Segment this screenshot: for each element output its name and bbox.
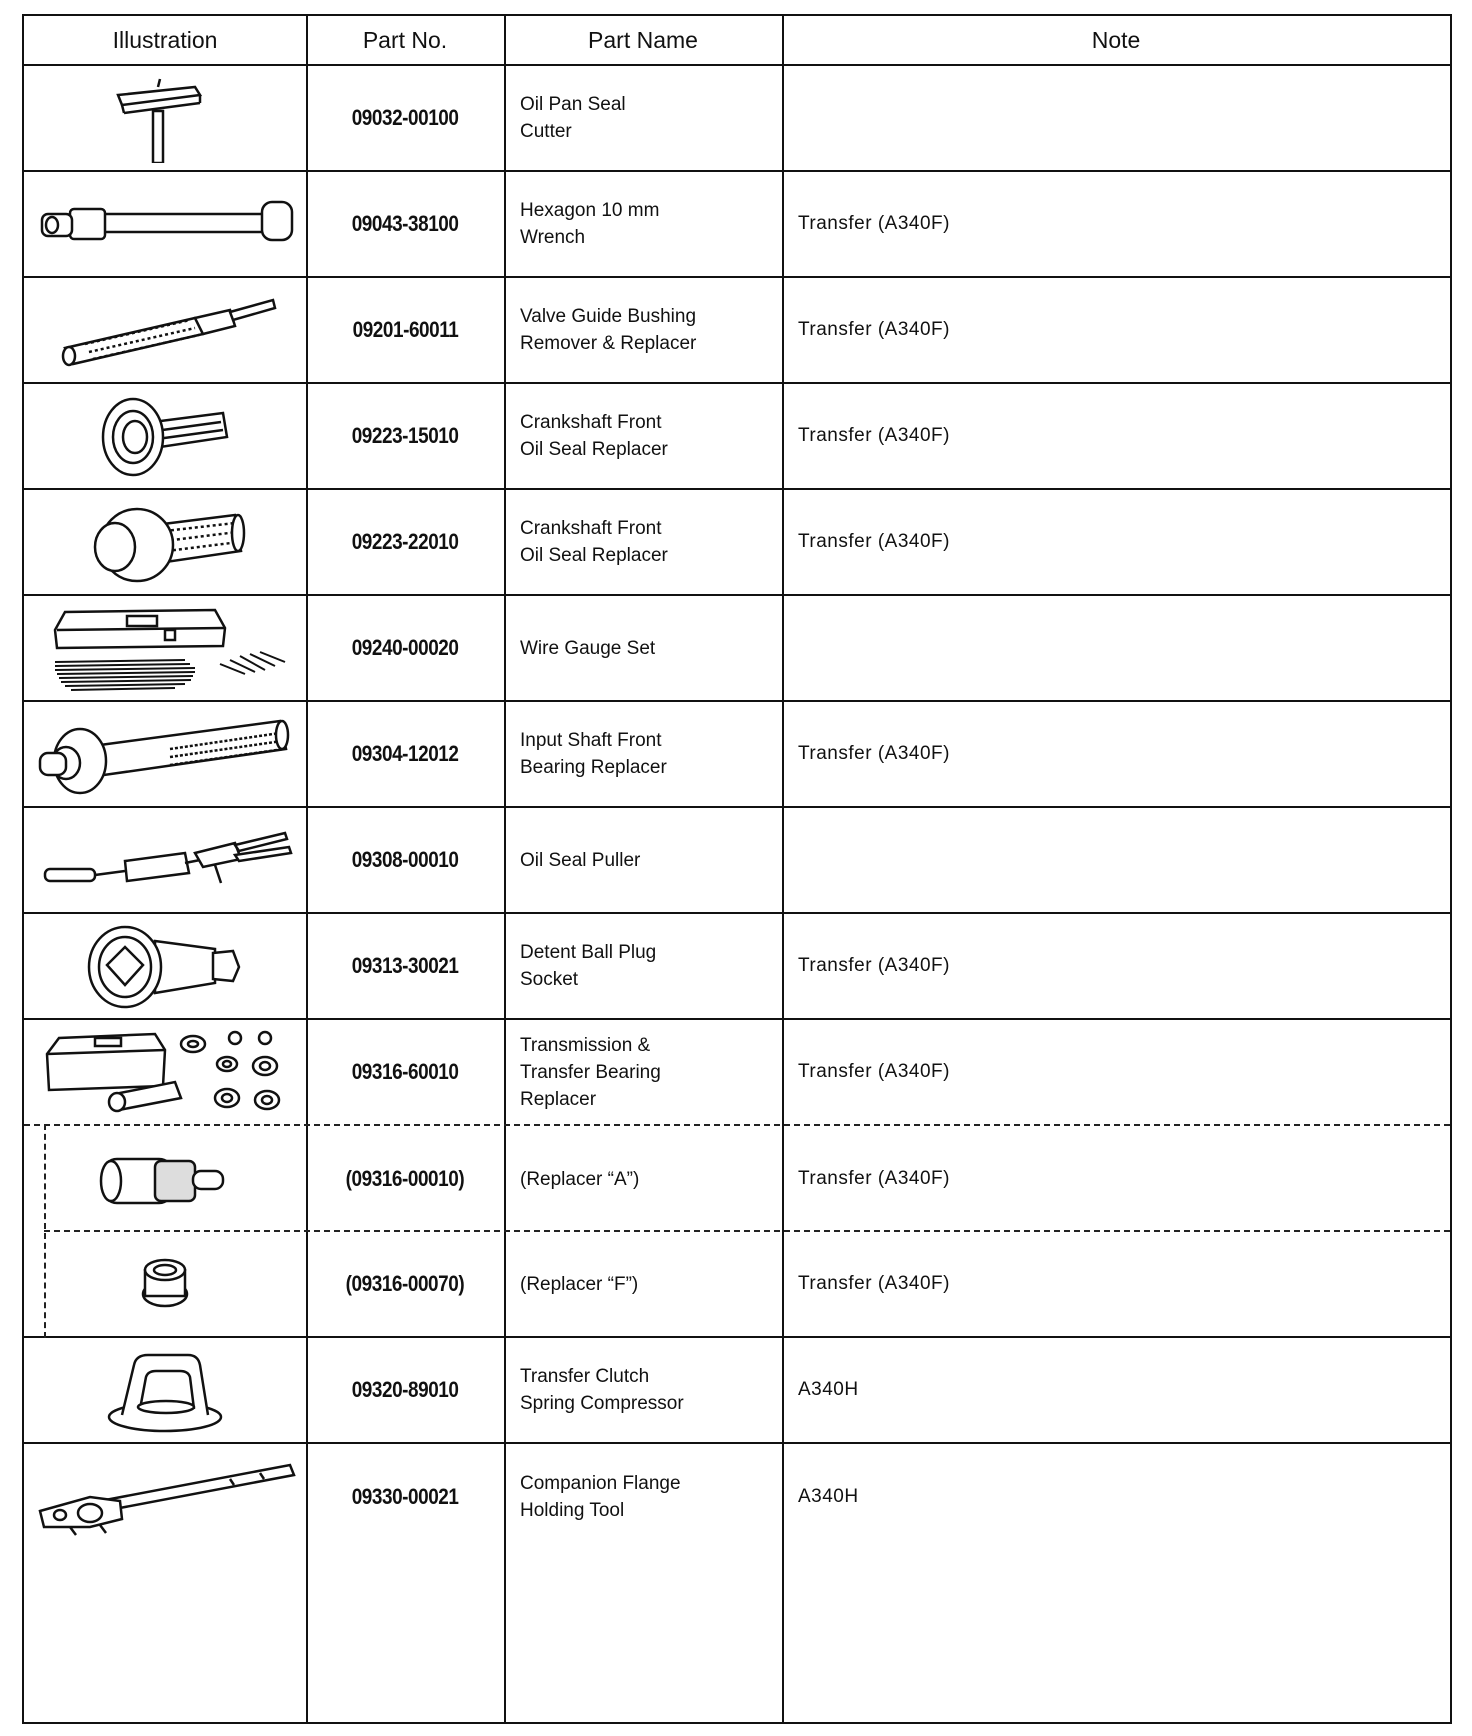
header-note: Note [1091, 26, 1141, 53]
table-row [24, 278, 1450, 384]
spring-compressor-icon [100, 1345, 230, 1435]
table-row [24, 172, 1450, 278]
subgroup-dashed-border [44, 1124, 46, 1338]
header-illustration: Illustration [112, 26, 218, 53]
note: Transfer (A340F) [798, 213, 950, 234]
wire-gauge-set-icon [35, 600, 295, 696]
part-number: 09320-89010 [351, 1377, 459, 1402]
bearing-replacer-kit-icon [35, 1024, 295, 1120]
illustration-cell [24, 66, 306, 170]
part-number: 09330-00021 [351, 1484, 459, 1509]
note: Transfer (A340F) [798, 1273, 950, 1294]
special-tools-table [22, 14, 1452, 1724]
table-row [24, 808, 1450, 914]
part-name: Oil Seal Puller [520, 849, 641, 871]
note: Transfer (A340F) [798, 1168, 950, 1189]
seal-replacer-icon [95, 391, 235, 481]
table-row [24, 66, 1450, 172]
note: Transfer (A340F) [798, 531, 950, 552]
note: Transfer (A340F) [798, 319, 950, 340]
part-number: 09223-15010 [351, 423, 459, 448]
header-part-name: Part Name [588, 26, 698, 53]
part-number: 09316-60010 [351, 1059, 459, 1084]
note: A340H [798, 1486, 859, 1507]
note: Transfer (A340F) [798, 425, 950, 446]
table-row [24, 1126, 1450, 1232]
part-number: 09223-22010 [351, 529, 459, 554]
part-name: Crankshaft Front Oil Seal Replacer [520, 412, 668, 460]
table-row [24, 702, 1450, 808]
part-name: Input Shaft Front Bearing Replacer [520, 730, 667, 778]
table-row [24, 1444, 1450, 1550]
table-row [24, 596, 1450, 702]
socket-icon [75, 921, 255, 1011]
oil-seal-puller-icon [35, 825, 295, 895]
flange-holding-tool-icon [30, 1457, 300, 1537]
hex-wrench-icon [30, 194, 300, 254]
part-name: Transfer Clutch Spring Compressor [520, 1366, 684, 1414]
part-number: 09304-12012 [351, 741, 459, 766]
bushing-remover-icon [45, 290, 285, 370]
table-row [24, 384, 1450, 490]
part-name: Detent Ball Plug Socket [520, 942, 657, 990]
table-row [24, 1232, 1450, 1338]
part-number: 09313-30021 [351, 953, 459, 978]
table-row [24, 490, 1450, 596]
part-name: Hexagon 10 mm Wrench [520, 200, 660, 248]
part-name: Crankshaft Front Oil Seal Replacer [520, 518, 668, 566]
part-number: 09308-00010 [351, 847, 459, 872]
table-row [24, 1020, 1450, 1126]
part-number: 09240-00020 [351, 635, 459, 660]
part-name: Transmission & Transfer Bearing Replacer [520, 1034, 661, 1110]
seal-cutter-icon [100, 73, 230, 163]
part-name: Oil Pan Seal Cutter [520, 94, 626, 142]
seal-replacer-knurled-icon [75, 497, 255, 587]
part-name: Wire Gauge Set [520, 637, 656, 659]
part-number: 09032-00100 [351, 105, 459, 130]
table-row [24, 1338, 1450, 1444]
note: Transfer (A340F) [798, 1061, 950, 1082]
bearing-replacer-icon [30, 709, 300, 799]
replacer-a-icon [85, 1149, 245, 1209]
part-name: (Replacer “A”) [520, 1168, 640, 1190]
part-name: (Replacer “F”) [520, 1273, 639, 1295]
table-row [24, 914, 1450, 1020]
table-header [24, 16, 1450, 66]
part-name: Valve Guide Bushing Remover & Replacer [520, 306, 697, 354]
part-number: (09316-00070) [345, 1271, 465, 1296]
part-number: 09043-38100 [351, 211, 459, 236]
header-part-no: Part No. [362, 26, 448, 53]
part-name: Companion Flange Holding Tool [520, 1473, 681, 1521]
replacer-f-icon [130, 1254, 200, 1314]
part-number: 09201-60011 [352, 317, 458, 342]
note: Transfer (A340F) [798, 955, 950, 976]
note: A340H [798, 1379, 859, 1400]
note: Transfer (A340F) [798, 743, 950, 764]
part-number: (09316-00010) [345, 1166, 465, 1191]
